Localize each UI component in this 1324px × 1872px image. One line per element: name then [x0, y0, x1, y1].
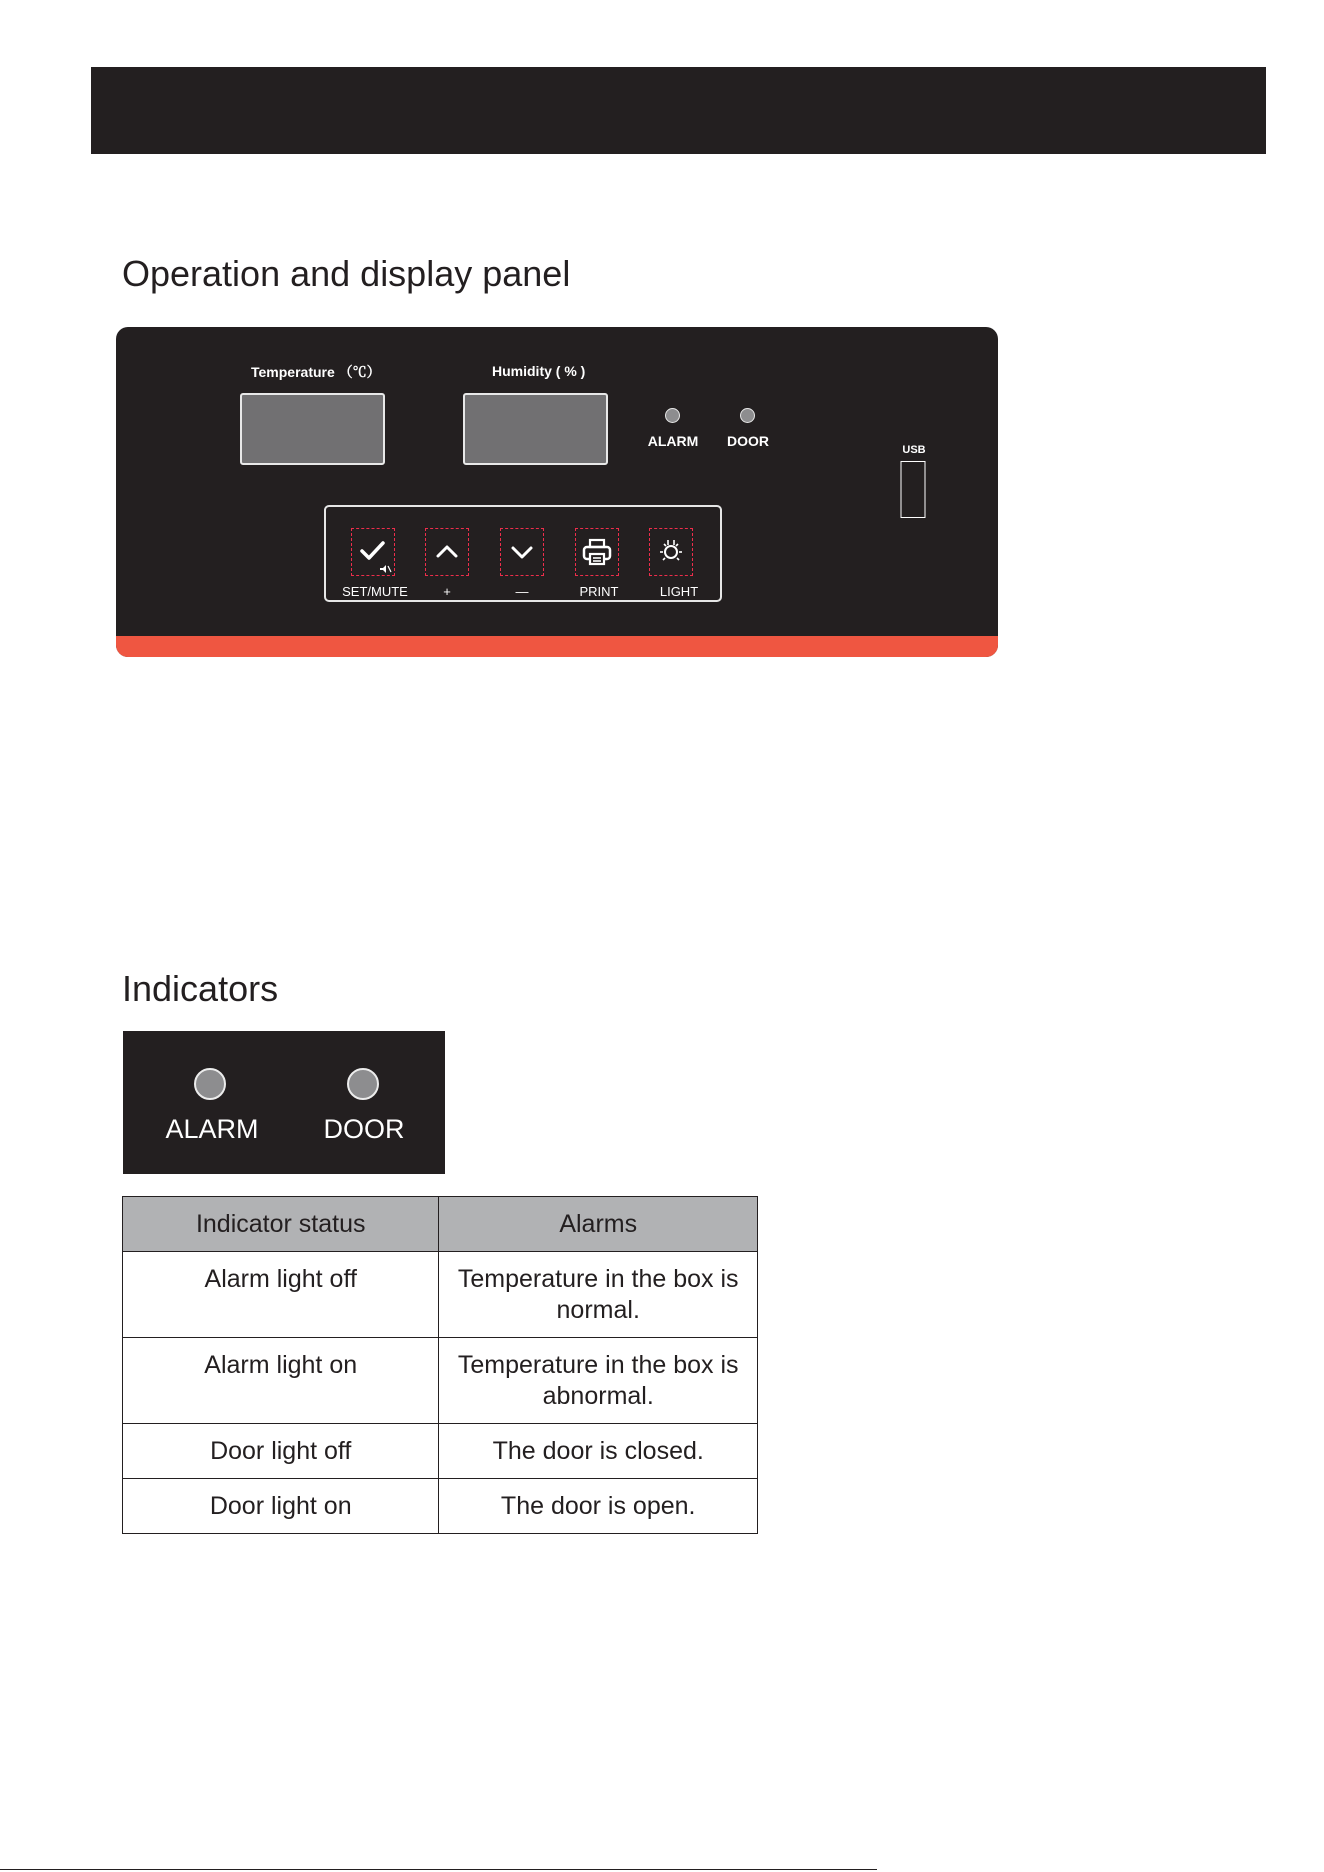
- check-mute-icon: [353, 530, 393, 574]
- temperature-display: [240, 393, 385, 465]
- section-title-indicators: Indicators: [122, 968, 279, 1009]
- accent-stripe: [116, 636, 998, 657]
- alarm-led: [665, 408, 680, 423]
- door-led-label: DOOR: [727, 433, 769, 449]
- light-bulb-icon: [655, 535, 687, 569]
- control-panel: [116, 327, 998, 657]
- status-cell: Alarm light off: [123, 1252, 439, 1338]
- chevron-up-icon: [432, 537, 462, 567]
- humidity-display: [463, 393, 608, 465]
- minus-label: —: [515, 584, 529, 599]
- table-row: [123, 1252, 758, 1338]
- alarm-cell: Temperature in the box is abnormal.: [439, 1338, 758, 1424]
- section-title-panel: Operation and display panel: [122, 253, 571, 294]
- humidity-label: Humidity ( % ): [492, 363, 586, 379]
- header-bar: [91, 67, 1266, 154]
- alarm-indicator-led: [194, 1068, 226, 1100]
- print-button[interactable]: [575, 528, 619, 576]
- keypad: [324, 505, 722, 602]
- alarm-cell: Temperature in the box is normal.: [439, 1252, 758, 1338]
- print-label: PRINT: [579, 584, 619, 599]
- usb-port[interactable]: [901, 461, 926, 518]
- printer-icon: [580, 536, 614, 568]
- status-cell: Alarm light on: [123, 1338, 439, 1424]
- usb-label: USB: [902, 444, 926, 456]
- status-cell: Door light on: [123, 1479, 439, 1534]
- indicators-illustration: [123, 1031, 445, 1174]
- light-button[interactable]: [649, 528, 693, 576]
- indicator-status-table: [122, 1196, 758, 1534]
- door-led: [740, 408, 755, 423]
- set-mute-label: SET/MUTE: [342, 584, 408, 599]
- plus-button[interactable]: [425, 528, 469, 576]
- alarm-led-label: ALARM: [647, 433, 699, 449]
- column-header-status: Indicator status: [123, 1197, 439, 1252]
- alarm-indicator-label: ALARM: [165, 1114, 259, 1144]
- status-cell: Door light off: [123, 1424, 439, 1479]
- table-row: [123, 1424, 758, 1479]
- table-row: [123, 1338, 758, 1424]
- minus-button[interactable]: [500, 528, 544, 576]
- alarm-cell: The door is open.: [439, 1479, 758, 1534]
- footer-rule: [0, 1869, 877, 1870]
- door-indicator-led: [347, 1068, 379, 1100]
- table-header-row: [123, 1197, 758, 1252]
- chevron-down-icon: [507, 537, 537, 567]
- column-header-alarms: Alarms: [439, 1197, 758, 1252]
- set-mute-button[interactable]: [351, 528, 395, 576]
- alarm-cell: The door is closed.: [439, 1424, 758, 1479]
- plus-label: +: [443, 584, 451, 599]
- door-indicator-label: DOOR: [323, 1114, 405, 1144]
- table-row: [123, 1479, 758, 1534]
- temperature-label: Temperature （℃）: [251, 364, 381, 380]
- light-label: LIGHT: [659, 584, 699, 599]
